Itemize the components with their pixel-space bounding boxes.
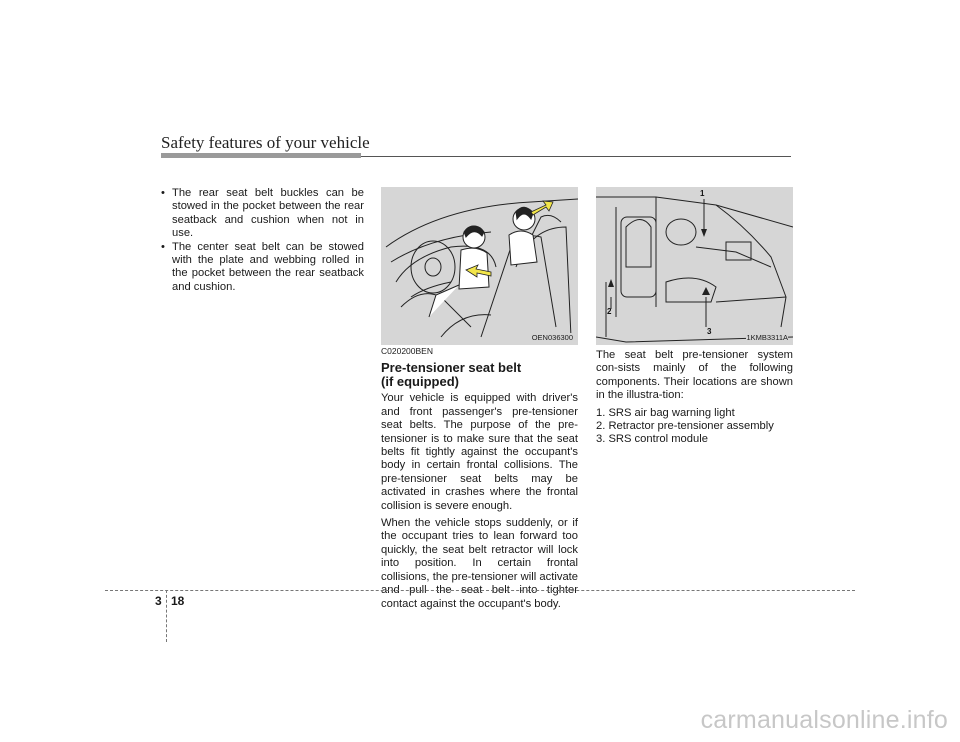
- right-column: [596, 345, 793, 447]
- car-interior-illustration: [381, 187, 578, 345]
- component-item: 2. Retractor pre-tensioner assembly: [596, 420, 774, 433]
- callout-number: 2: [607, 307, 612, 316]
- body-paragraph: When the vehicle stops suddenly, or if the occupant tries to lean forward too quickly, the seat belt retractor will lock into position. In certain frontal collisions, the pre-tensioner will activate and pull the seat belt into tighter contact against the occupant's body.: [381, 517, 578, 610]
- left-column: [161, 187, 364, 294]
- header-rule-thick: [161, 153, 361, 158]
- figure-component-locations: [596, 187, 793, 345]
- figure-seated-occupants: [381, 187, 578, 345]
- figure-code-label: OEN036300: [531, 333, 573, 342]
- passenger-figure: [509, 207, 537, 265]
- header-rule-thin: [361, 156, 791, 157]
- component-item: 3. SRS control module: [596, 433, 708, 446]
- callout-number: 3: [707, 327, 712, 336]
- body-paragraph: The seat belt pre-tensioner system con-sists mainly of the following components. Their locations are shown in the illustra-tion:: [596, 349, 793, 402]
- bullet-item: • The rear seat belt buckles can be stowed in the pocket between the rear seatback and cushion when not in use.: [161, 187, 364, 241]
- callout-number: 1: [700, 189, 705, 198]
- heading-line: Pre-tensioner seat belt: [381, 360, 522, 376]
- middle-column: [381, 345, 578, 615]
- chapter-number: 3: [155, 594, 162, 608]
- page-number: 18: [171, 594, 185, 608]
- watermark-text: carmanualsonline.info: [700, 706, 948, 734]
- bullet-list: [161, 187, 364, 294]
- section-code: C020200BEN: [381, 346, 433, 356]
- bullet-item: • The center seat belt can be stowed with the plate and webbing rolled in the pocket between the rear seatback and cushion.: [161, 241, 364, 295]
- figure-code-label: 1KMB3311A: [746, 333, 788, 342]
- section-heading: [381, 361, 578, 389]
- section-title: Safety features of your vehicle: [161, 133, 370, 152]
- footer-divider: [166, 590, 167, 642]
- heading-line: (if equipped): [381, 374, 459, 390]
- car-cutaway-illustration: [596, 187, 793, 345]
- footer-rule: [105, 590, 855, 591]
- body-paragraph: Your vehicle is equipped with driver's and front passenger's pre-tensioner seat belts. The purpose of the pre-tensioner is to make sure that the seat belts fit tightly against the occupant's body in certain frontal collisions. The pre-tensioner seat belts may be activated in crashes where the frontal collision is severe enough.: [381, 392, 578, 512]
- component-item: 1. SRS air bag warning light: [596, 406, 735, 419]
